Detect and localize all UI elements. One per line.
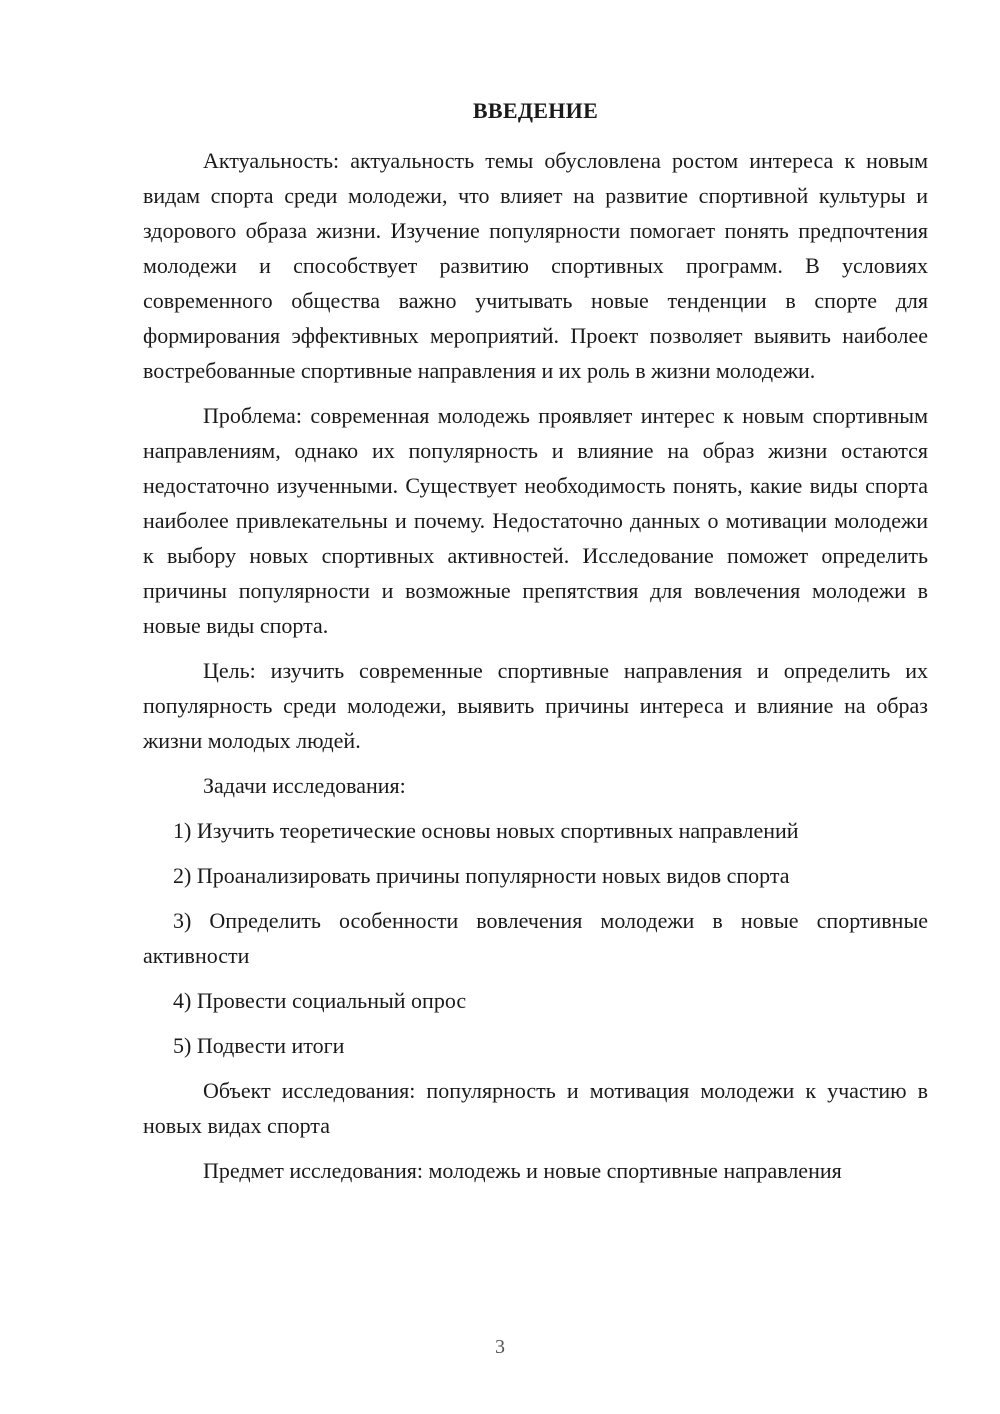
task-item-5: 5) Подвести итоги xyxy=(173,1033,345,1058)
paragraph-research-object: Объект исследования: популярность и мотивация молодежи к участию в новых видах спорта xyxy=(143,1078,928,1138)
task-item-1: 1) Изучить теоретические основы новых спортивных направлений xyxy=(173,818,799,843)
paragraph-research-subject: Предмет исследования: молодежь и новые спортивные направления xyxy=(203,1158,842,1183)
page-number: 3 xyxy=(495,1336,505,1358)
task-item-2: 2) Проанализировать причины популярности новых видов спорта xyxy=(173,863,790,888)
page-title: ВВЕДЕНИЕ xyxy=(472,98,599,123)
task-item-4: 4) Провести социальный опрос xyxy=(173,988,467,1013)
task-item-3: 3) Определить особенности вовлечения молодежи в новые спортивные активности xyxy=(143,908,928,968)
paragraph-goal: Цель: изучить современные спортивные направления и определить их популярность среди молодежи, выявить причины интереса и влияние на образ жизни молодых людей. xyxy=(143,658,928,753)
tasks-heading: Задачи исследования: xyxy=(203,773,406,798)
paragraph-problem: Проблема: современная молодежь проявляет интерес к новым спортивным направлениям, однако их популярность и влияние на образ жизни остаются недостаточно изученными. Существует необходимость понять, какие виды спорта наиболее привлекательны и почему. Недостаточно данных о мотивации молодежи к выбору новых спортивных активностей. Исследование поможет определить причины популярности и возможные препятствия для вовлечения молодежи в новые виды спорта. xyxy=(143,403,928,638)
paragraph-relevance: Актуальность: актуальность темы обусловлена ростом интереса к новым видам спорта среди молодежи, что влияет на развитие спортивной культуры и здорового образа жизни. Изучение популярности помогает понять предпочтения молодежи и способствует развитию спортивных программ. В условиях современного общества важно учитывать новые тенденции в спорте для формирования эффективных мероприятий. Проект позволяет выявить наиболее востребованные спортивные направления и их роль в жизни молодежи. xyxy=(143,148,928,383)
document-body xyxy=(143,143,928,1198)
